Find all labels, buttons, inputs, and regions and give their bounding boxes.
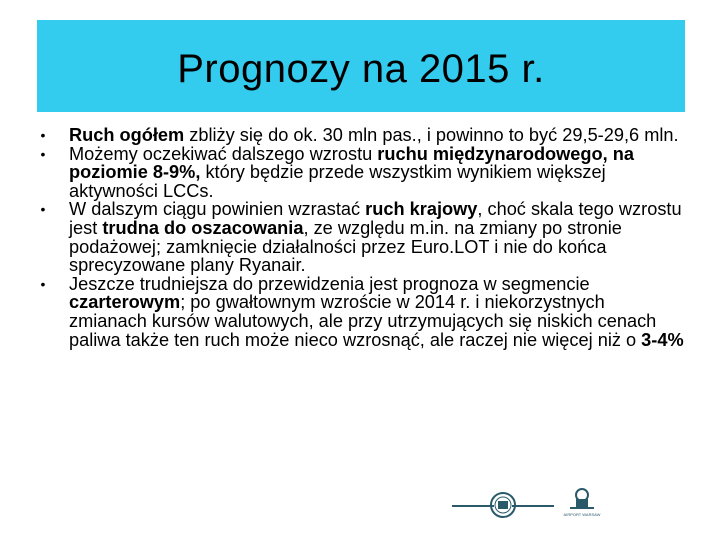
bullet-text: Możemy oczekiwać dalszego wzrostu [69, 143, 378, 164]
bullet-item [36, 200, 686, 274]
bullet-item [36, 275, 686, 349]
slide-title: Prognozy na 2015 r. [177, 46, 545, 91]
bullet-dot: • [40, 201, 46, 218]
bold-text: ruchu międzynarodowego, na poziomie 8-9%, [69, 143, 640, 183]
bullet-text: ; po gwałtownym wzroście w 2014 r. i niekorzystnych zmianach kursów walutowych, ale przy utrzymujących się niskich cenach paliwa także ten ruch może nieco wzrosnąć, ale raczej nie więcej niż o [69, 292, 662, 350]
bold-text: czarterowym [69, 292, 181, 313]
bullet-text: , choć skala tego wzrostu jest [69, 199, 687, 238]
bullet-text: Jeszcze trudniejsza do przewidzenia jest prognoza w segmencie [69, 273, 595, 294]
bullet-text: , ze względu m.in. na zmiany po stronie podażowej; zamknięcie działalności przez Euro.LOT i nie do końca sprecyzowane plany Ryanair. [69, 217, 627, 276]
bullet-item [36, 126, 686, 145]
bullet-text: W dalszym ciągu powinien wzrastać [69, 199, 366, 220]
bold-text: Ruch ogółem [69, 125, 185, 145]
bullet-list [36, 126, 686, 349]
bullet-dot: • [40, 127, 46, 143]
bullet-text: który będzie przede wszystkim wynikiem większej aktywności LCCs. [69, 162, 611, 201]
bullet-dot: • [40, 145, 46, 162]
airport-logo-caption: AIRPORT WARSAW [563, 512, 601, 517]
title-band [37, 20, 685, 112]
bullet-item [36, 145, 686, 201]
bold-text: trudna do oszacowania [102, 217, 304, 238]
bullet-dot: • [40, 275, 46, 292]
bold-text: ruch krajowy [365, 199, 478, 220]
institution-logo [452, 485, 562, 525]
bold-text: 3-4% [641, 329, 684, 350]
bullet-text: zbliży się do ok. 30 mln pas., i powinno to być 29,5-29,6 mln. [184, 125, 679, 145]
airport-logo-mark [562, 485, 602, 513]
airport-logo [562, 485, 612, 525]
